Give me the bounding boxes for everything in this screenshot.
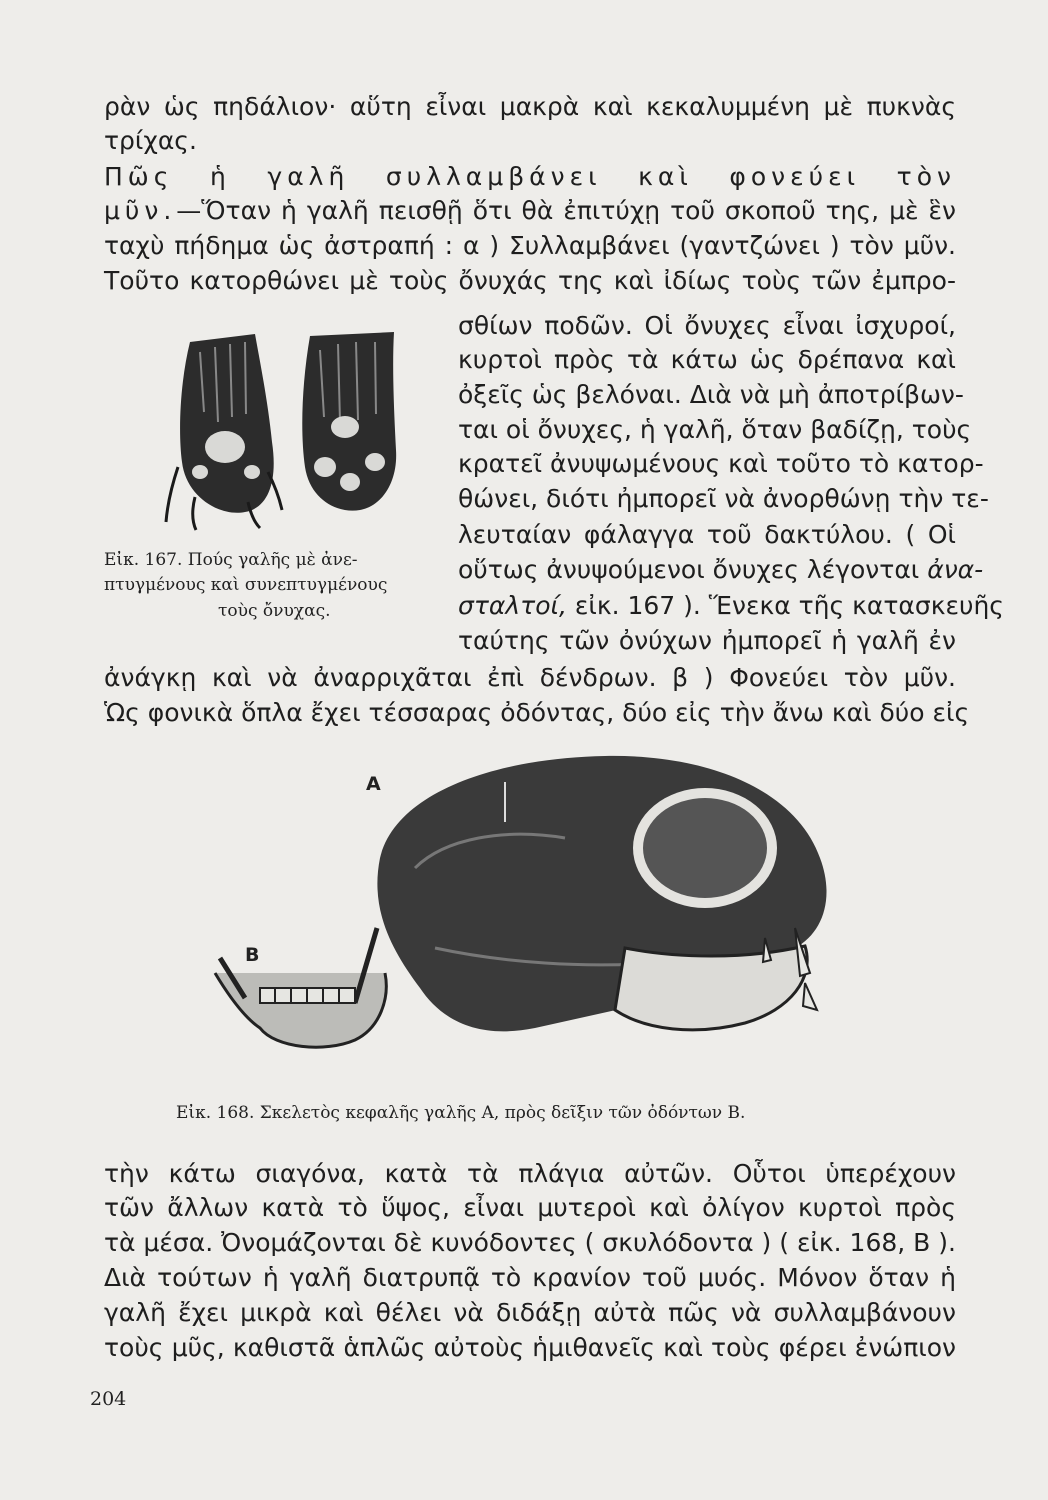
text-line: σθίων ποδῶν. Οἱ ὄνυχες εἶναι ἰσχυροί, [458,311,956,340]
paw-retracted-claws [302,332,396,511]
section-heading [104,160,956,194]
text-span: οὕτως ἀνυψούμενοι ὄνυχες λέγονται [458,555,920,584]
text-line: κρατεῖ ἀνυψωμένους καὶ τοῦτο τὸ κατορ- [458,449,984,478]
text-line: Διὰ τούτων ἡ γαλῆ διατρυπᾷ τὸ κρανίον τοῦ μυός. Μόνον ὅταν ἡ [104,1263,956,1292]
figure-caption: πτυγμένους καὶ συνεπτυγμένους [104,575,388,595]
text-line: ρὰν ὡς πηδάλιον· αὕτη εἶναι μακρὰ καὶ κεκαλυμμένη μὲ πυκνὰς [104,92,956,121]
text-line: ὀξεῖς ὡς βελόναι. Διὰ νὰ μὴ ἀποτρίβων- [458,380,964,409]
text-line: Ὡς φονικὰ ὅπλα ἔχει τέσσαρας ὀδόντας, δύο εἰς τὴν ἄνω καὶ δύο εἰς [104,698,970,727]
text-line [104,194,956,228]
heading-text: Πῶς ἡ γαλῆ συλλαμβάνει καὶ φονεύει τὸν [104,162,956,191]
text-line: τοὺς μῦς, καθιστᾶ ἁπλῶς αὐτοὺς ἡμιθανεῖς καὶ τοὺς φέρει ἐνώπιον [104,1333,956,1362]
text-span: εἰκ. 167 ). Ἕνεκα τῆς κατασκευῆς [566,591,1004,620]
heading-text-end: μῦν. [104,196,177,225]
text-line: ταύτης τῶν ὀνύχων ἠμπορεῖ ἡ γαλῆ ἐν [458,626,956,655]
figure-label-b: B [245,944,260,966]
text-line: κυρτοὶ πρὸς τὰ κάτω ὡς δρέπανα καὶ [458,345,956,374]
text-line: ἀνάγκῃ καὶ νὰ ἀναρριχᾶται ἐπὶ δένδρων. β ) Φονεύει τὸν μῦν. [104,663,956,692]
text-line: τρίχας. [104,126,197,155]
text-line: τὰ μέσα. Ὀνομάζονται δὲ κυνόδοντες ( σκυλόδοντα ) ( εἰκ. 168, Β ). [104,1228,956,1257]
text-line [458,553,984,587]
text-line: γαλῆ ἔχει μικρὰ καὶ θέλει νὰ διδάξῃ αὐτὰ πῶς νὰ συλλαμβάνουν [104,1298,956,1327]
page-number: 204 [90,1388,127,1410]
text-line: τὴν κάτω σιαγόνα, κατὰ τὰ πλάγια αὐτῶν. Οὗτοι ὑπερέχουν [104,1159,956,1188]
text-span: —Ὅταν ἡ γαλῆ πεισθῇ ὅτι θὰ ἐπιτύχῃ τοῦ σκοποῦ της, μὲ ἓν [176,196,956,225]
text-line [458,589,1004,623]
figure-caption: τοὺς ὄνυχας. [218,601,331,621]
text-line: ται οἱ ὄνυχες, ἡ γαλῆ, ὅταν βαδίζῃ, τοὺς [458,415,972,444]
cat-skull-illustration [205,748,865,1060]
text-line: ταχὺ πήδημα ὡς ἀστραπή : α ) Συλλαμβάνει (γαντζώνει ) τὸν μῦν. [104,231,956,260]
text-line: τῶν ἄλλων κατὰ τὸ ὕψος, εἶναι μυτεροὶ καὶ ὀλίγον κυρτοὶ πρὸς [104,1193,956,1222]
figure-label-a: A [366,773,381,795]
text-line: Τοῦτο κατορθώνει μὲ τοὺς ὄνυχάς της καὶ ἰδίως τοὺς τῶν ἐμπρο- [104,266,956,295]
paw-extended-claws [166,334,282,530]
italic-term: σταλτοί, [458,591,567,620]
teeth-b [215,928,386,1047]
text-line: θώνει, διότι ἠμπορεῖ νὰ ἀνορθώνῃ τὴν τε- [458,484,989,513]
figure-caption: Εἰκ. 168. Σκελετὸς κεφαλῆς γαλῆς A, πρὸς δεῖξιν τῶν ὀδόντων B. [176,1103,746,1123]
skull-a [377,756,826,1031]
cat-paw-illustration [160,322,415,532]
italic-term: ἀνα- [927,555,984,584]
text-line: λευταίαν φάλαγγα τοῦ δακτύλου. ( Οἱ [458,520,956,549]
figure-caption: Εἰκ. 167. Πούς γαλῆς μὲ ἀνε- [104,550,358,570]
